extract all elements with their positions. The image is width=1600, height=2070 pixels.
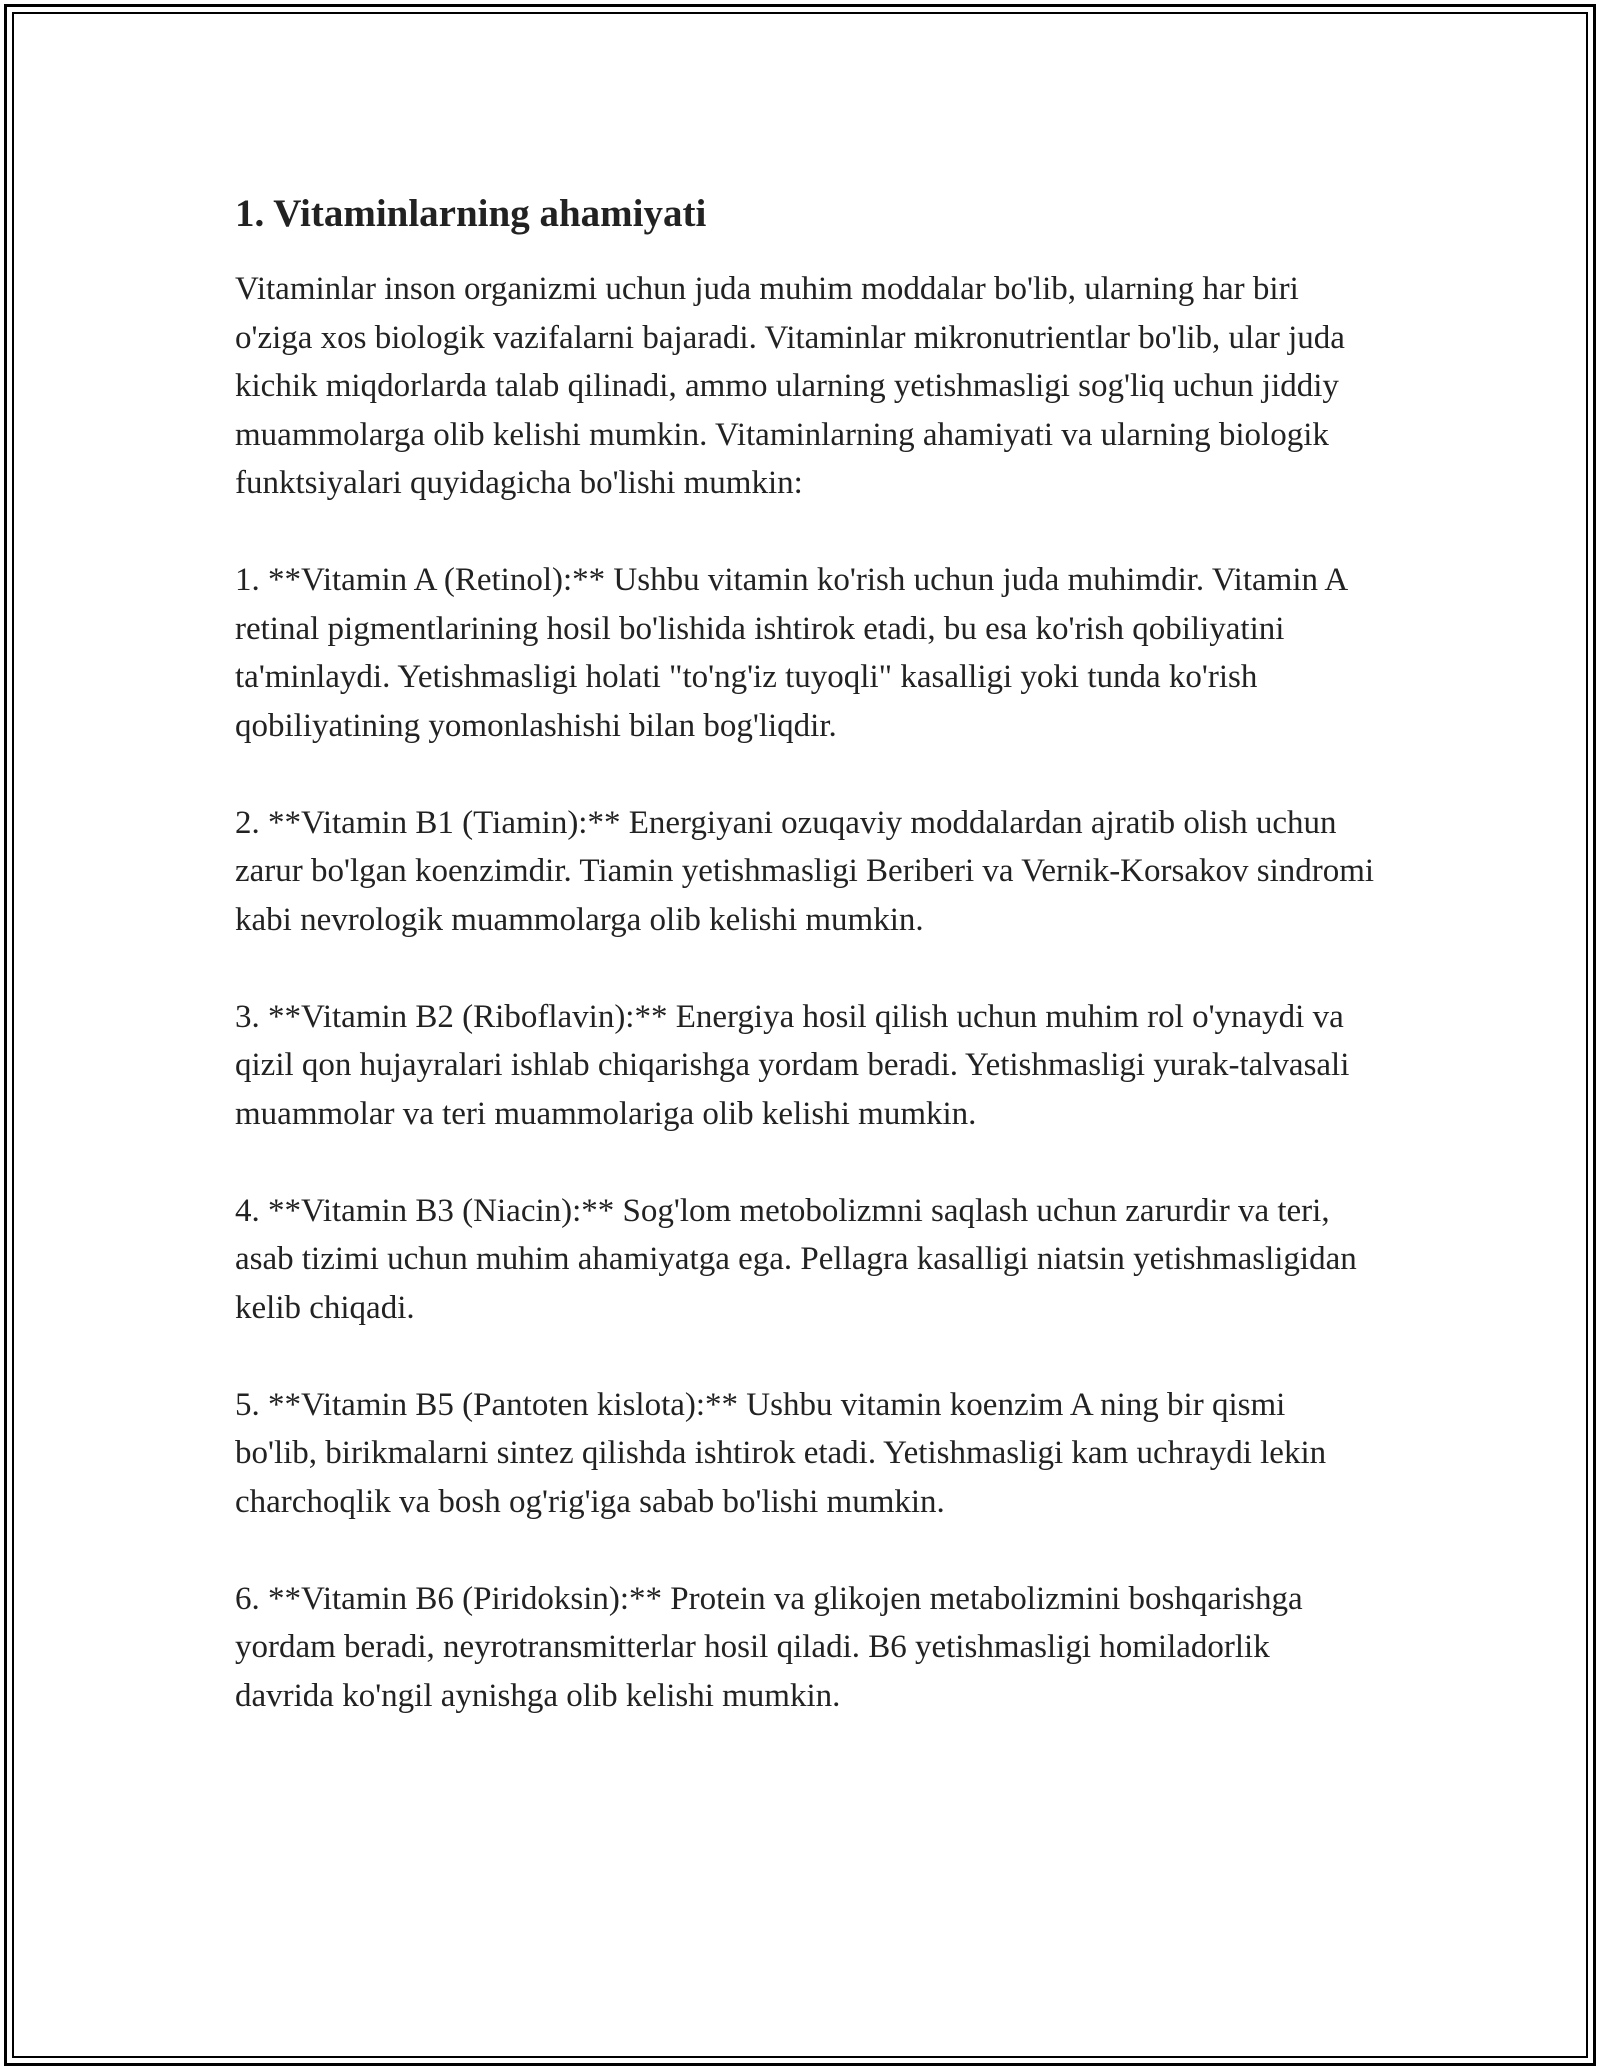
document-body: [235, 185, 1375, 1769]
vitamin-b3-paragraph: 4. **Vitamin B3 (Niacin):** Sog'lom metobolizmni saqlash uchun zarurdir va teri, asab tizimi uchun muhim ahamiyatga ega. Pellagra kasalligi niatsin yetishmasligidan kelib chiqadi.: [235, 1192, 1357, 1326]
vitamin-a-paragraph: 1. **Vitamin A (Retinol):** Ushbu vitamin ko'rish uchun juda muhimdir. Vitamin A retinal pigmentlarining hosil bo'lishida ishtirok etadi, bu esa ko'rish qobiliyatini ta'minlaydi. Yetishmasligi holati "to'ng'iz tuyoqli" kasalligi yoki tunda ko'rish qobiliyatining yomonlashishi bilan bog'liqdir.: [235, 562, 1347, 744]
vitamin-b6-paragraph: 6. **Vitamin B6 (Piridoksin):** Protein va glikojen metabolizmini boshqarishga yordam beradi, neyrotransmitterlar hosil qiladi. B6 yetishmasligi homiladorlik davrida ko'ngil aynishga olib kelishi mumkin.: [235, 1580, 1303, 1714]
section-heading: 1. Vitaminlarning ahamiyati: [235, 192, 707, 235]
vitamin-b2-paragraph: 3. **Vitamin B2 (Riboflavin):** Energiya hosil qilish uchun muhim rol o'ynaydi va qizil qon hujayralari ishlab chiqarishga yordam beradi. Yetishmasligi yurak-talvasali muammolar va teri muammolariga olib kelishi mumkin.: [235, 998, 1350, 1132]
vitamin-b5-paragraph: 5. **Vitamin B5 (Pantoten kislota):** Ushbu vitamin koenzim A ning bir qismi bo'lib, birikmalarni sintez qilishda ishtirok etadi. Yetishmasligi kam uchraydi lekin charchoqlik va bosh og'rig'iga sabab bo'lishi mumkin.: [235, 1386, 1327, 1520]
vitamin-b1-paragraph: 2. **Vitamin B1 (Tiamin):** Energiyani ozuqaviy moddalardan ajratib olish uchun zarur bo'lgan koenzimdir. Tiamin yetishmasligi Beriberi va Vernik-Korsakov sindromi kabi nevrologik muammolarga olib kelishi mumkin.: [235, 804, 1375, 938]
intro-paragraph: Vitaminlar inson organizmi uchun juda muhim moddalar bo'lib, ularning har biri o'ziga xos biologik vazifalarni bajaradi. Vitaminlar mikronutrientlar bo'lib, ular juda kichik miqdorlarda talab qilinadi, ammo ularning yetishmasligi sog'liq uchun jiddiy muammolarga olib kelishi mumkin. Vitaminlarning ahamiyati va ularning biologik funktsiyalari quyidagicha bo'lishi mumkin:: [235, 271, 1345, 501]
